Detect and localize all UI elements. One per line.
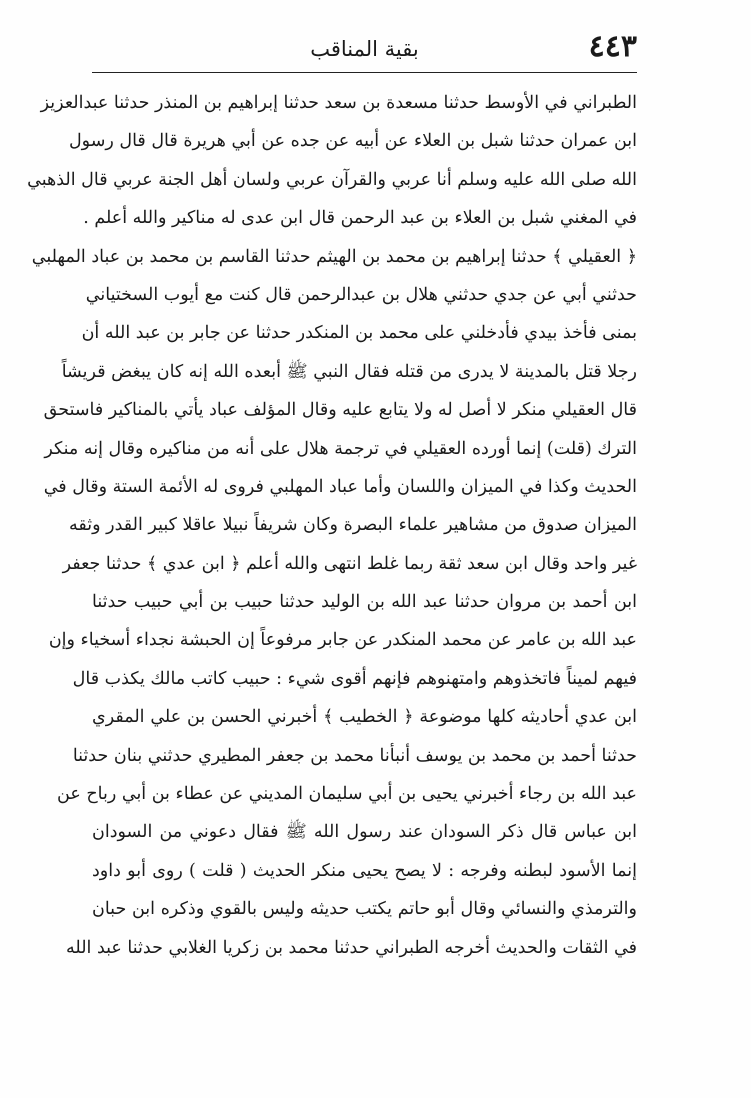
text-line: الحديث وكذا في الميزان واللسان وأما عباد المهلبي فروى له الأئمة الستة وقال في — [43, 476, 637, 497]
text-line: في المغني شبل بن العلاء بن عبد الرحمن قال ابن عدى له مناكير والله أعلم . — [83, 208, 637, 229]
text-line: قال العقيلي منكر لا أصل له ولا يتابع عليه وقال المؤلف عباد يأتي بالمناكير فاستحق — [43, 400, 637, 421]
text-line: حدثني أبي عن جدي حدثني هلال بن عبدالرحمن قال كنت مع أيوب السختياني — [85, 284, 637, 305]
text-line: والترمذي والنسائي وقال أبو حاتم يكتب حديثه وليس بالقوي وذكره ابن حبان — [92, 899, 637, 920]
text-line: الميزان صدوق من مشاهير علماء البصرة وكان شريفاً نبيلا عاقلا كبير القدر وثقه — [69, 515, 637, 536]
text-line: عبد الله بن رجاء أخبرني يحيى بن أبي سليمان المديني عن عطاء بن أبي رباح عن — [57, 784, 637, 805]
page-number: ٤٤٣ — [588, 29, 637, 64]
text-line: ﴿ العقيلي ﴾ حدثنا إبراهيم بن محمد بن الهيثم حدثنا القاسم بن محمد بن عباد المهلبي — [31, 246, 637, 267]
text-line: ابن عدي أحاديثه كلها موضوعة ﴿ الخطيب ﴾ أخبرني الحسن بن علي المقري — [92, 707, 637, 728]
body-text — [27, 84, 637, 967]
text-line: حدثنا أحمد بن محمد بن يوسف أنبأنا محمد بن جعفر المطيري حدثني بنان حدثنا — [72, 745, 637, 766]
text-line: بمنى فأخذ بيدي فأدخلني على محمد بن المنكدر حدثنا عن جابر بن عبد الله أن — [81, 323, 637, 344]
text-line: ابن عباس قال ذكر السودان عند رسول الله ﷺ فقال دعوني من السودان — [92, 822, 637, 843]
running-title: بقية المناقب — [310, 37, 419, 61]
text-line: فيهم لميناً فاتخذوهم وامتهنوهم فإنهم أقوى شيء : حبيب كاتب مالك يكذب قال — [72, 668, 637, 689]
text-line: غير واحد وقال ابن سعد ثقة ربما غلط انتهى والله أعلم ﴿ ابن عدي ﴾ حدثنا جعفر — [62, 553, 637, 574]
text-line: رجلا قتل بالمدينة لا يدرى من قتله فقال النبي ﷺ أبعده الله إنه كان يبغض قريشاً — [61, 361, 637, 382]
header-rule — [92, 72, 637, 73]
text-line: الترك (قلت) إنما أورده العقيلي في ترجمة هلال على أنه من مناكيره وقال إنه منكر — [44, 438, 637, 459]
text-line: إنما الأسود لبطنه وفرجه : لا يصح يحيى منكر الحديث ( قلت ) روى أبو داود — [92, 860, 637, 881]
text-line: الله صلى الله عليه وسلم أنا عربي والقرآن عربي ولسان أهل الجنة عربي قال الذهبي — [27, 169, 637, 190]
text-line: عبد الله بن عامر عن محمد المنكدر عن جابر مرفوعاً إن الحبشة نجداء أسخياء وإن — [48, 630, 637, 651]
text-line: ابن عمران حدثنا شبل بن العلاء عن أبيه عن جده عن أبي هريرة قال قال رسول — [68, 131, 637, 152]
text-line: في الثقات والحديث أخرجه الطبراني حدثنا محمد بن زكريا الغلابي حدثنا عبد الله — [66, 937, 637, 958]
page-header — [92, 18, 637, 72]
text-line: ابن أحمد بن مروان حدثنا عبد الله بن الوليد حدثنا حبيب بن أبي حبيب حدثنا — [92, 592, 637, 613]
text-line: الطبراني في الأوسط حدثنا مسعدة بن سعد حدثنا إبراهيم بن المنذر حدثنا عبدالعزيز — [40, 93, 637, 113]
